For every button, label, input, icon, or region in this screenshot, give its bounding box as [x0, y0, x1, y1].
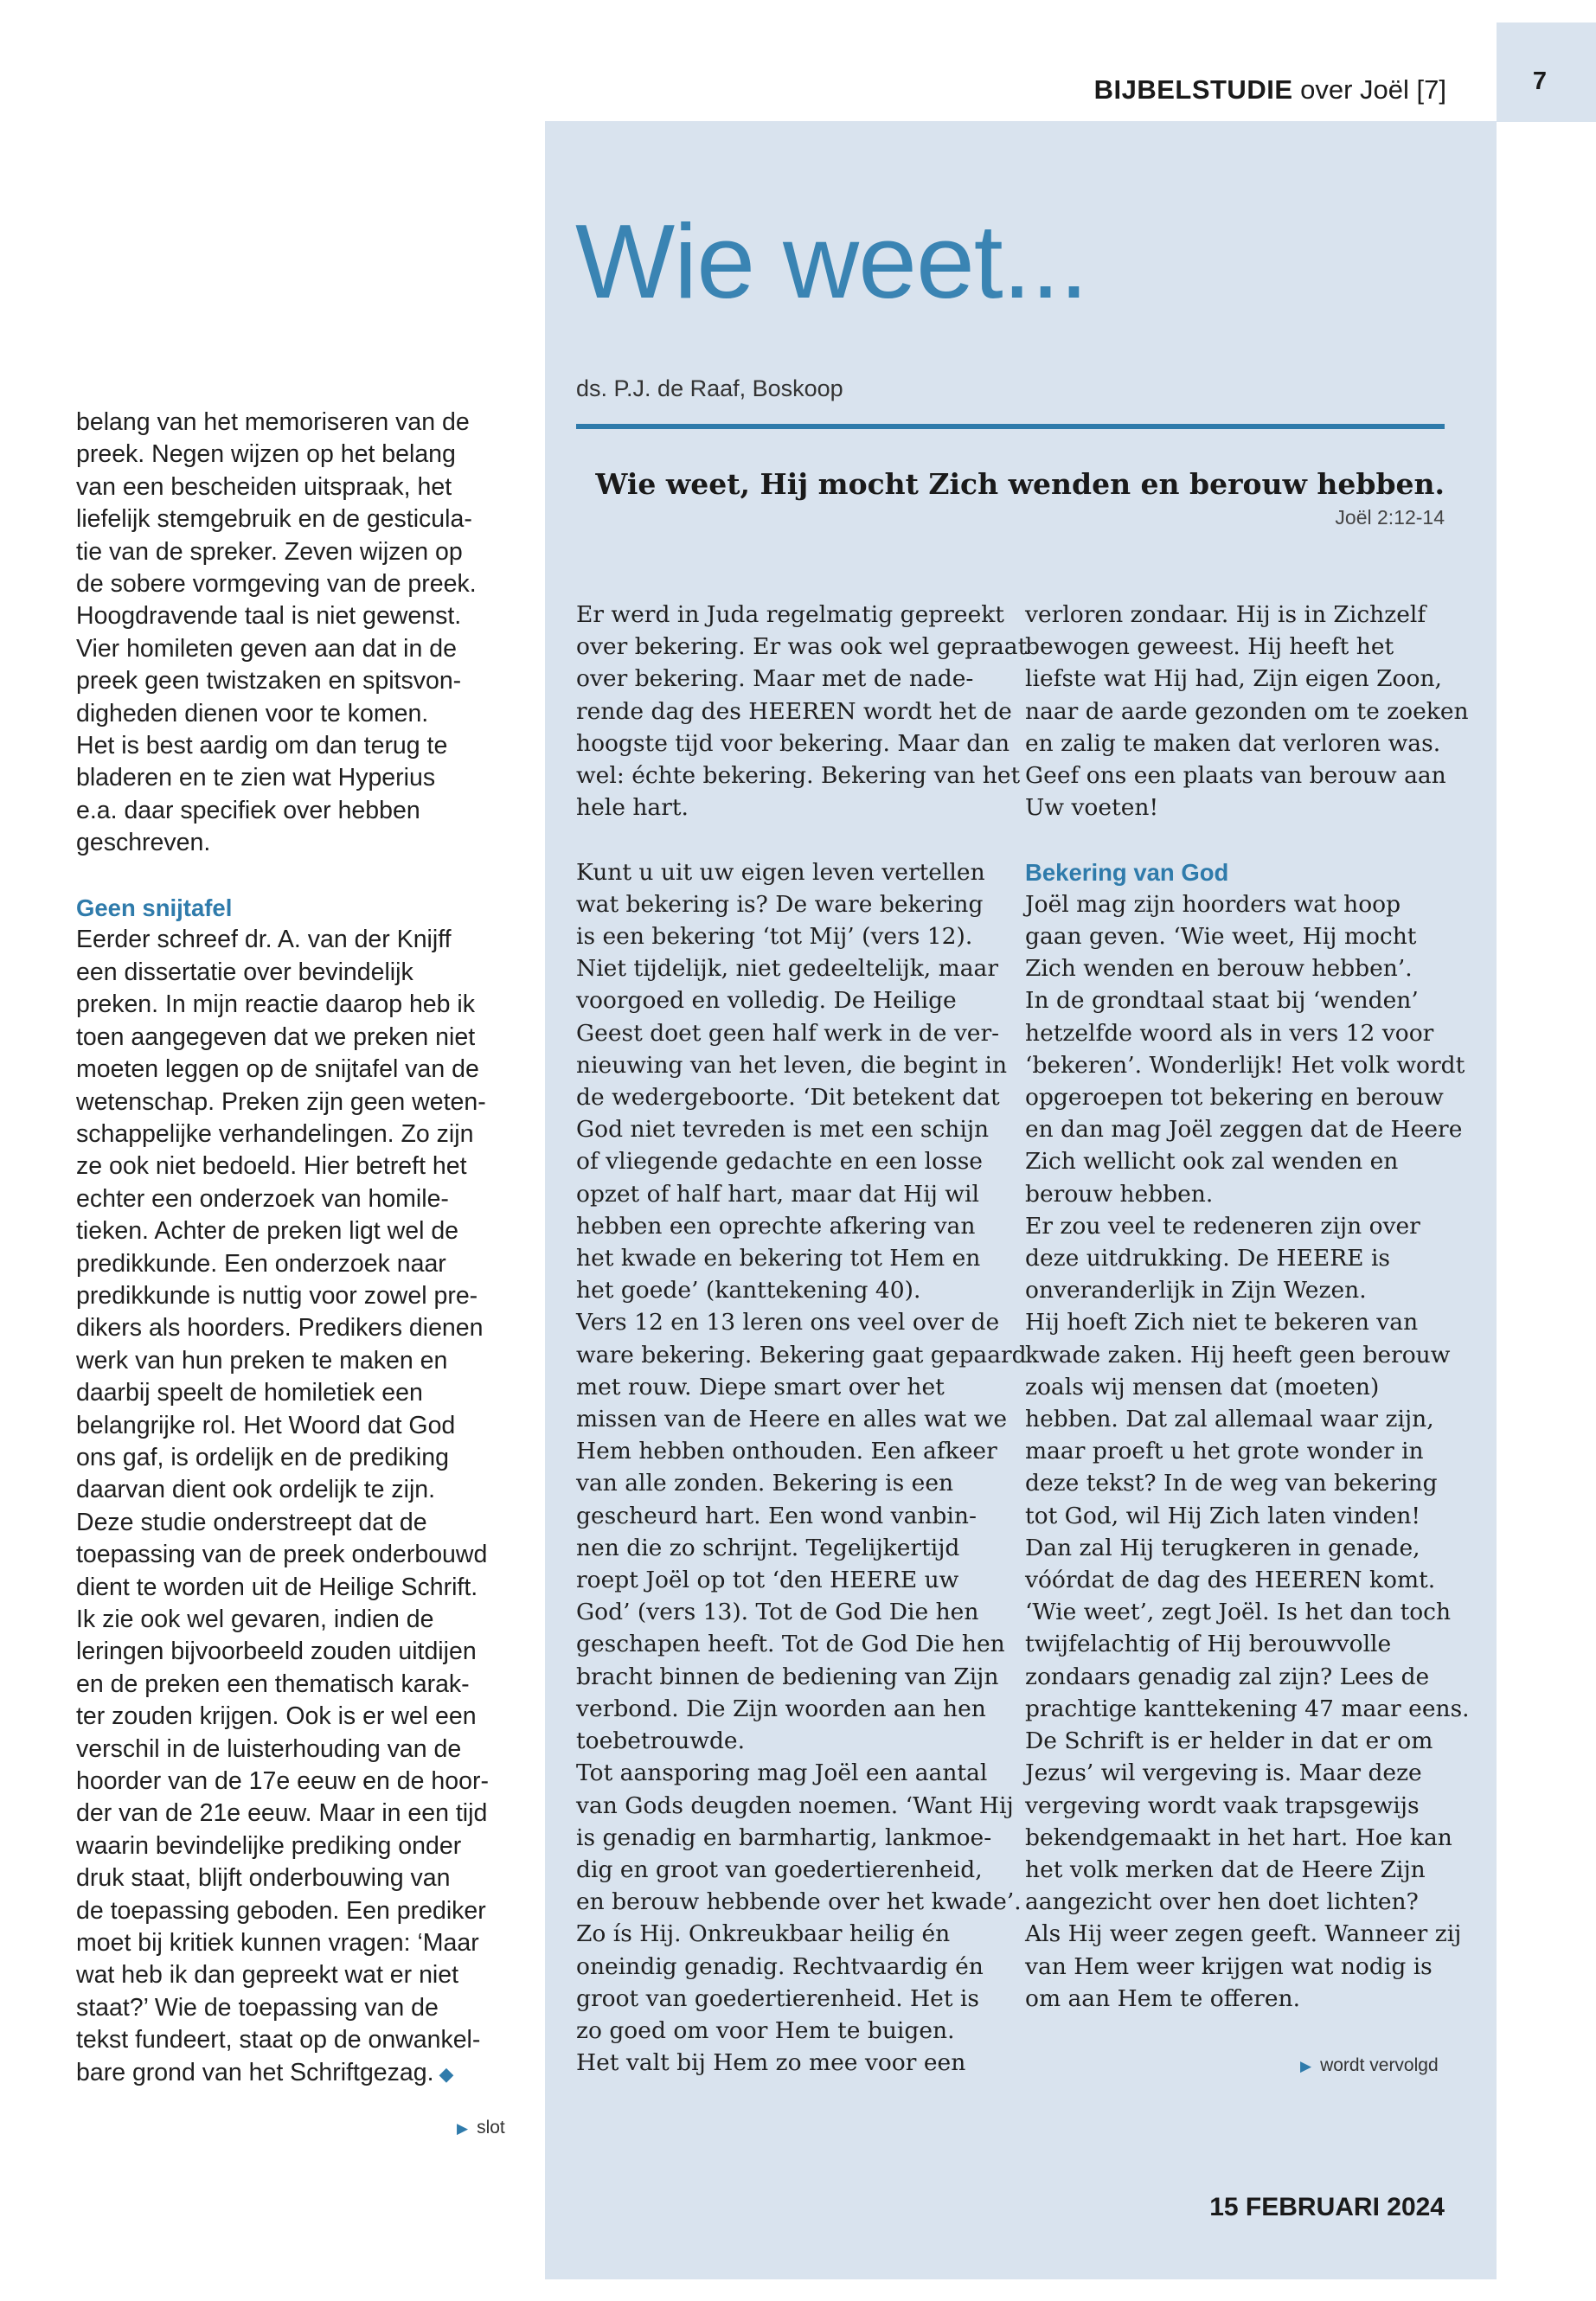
text-line: Zo ís Hij. Onkreukbaar heilig én [576, 1920, 951, 1948]
text-line: van een bescheiden uitspraak, het [76, 472, 452, 501]
text-line: hoogste tijd voor bekering. Maar dan [576, 729, 1010, 757]
text-line: God niet tevreden is met een schijn [576, 1116, 990, 1144]
text-line: bare grond van het Schriftgezag. ◆ [76, 2058, 454, 2086]
text-line: rende dag des HEEREN wordt het de [576, 697, 1012, 725]
text-line: over bekering. Er was ook wel gepraat [576, 633, 1028, 661]
text-line: groot van goedertierenheid. Het is [576, 1984, 979, 2012]
text-line: Deze studie onderstreept dat de [76, 1508, 427, 1536]
text-line: hebben een oprechte afkering van [576, 1212, 976, 1240]
right-column [1025, 599, 1470, 2015]
text-line: gaan geven. ‘Wie weet, Hij mocht [1025, 923, 1417, 951]
text-line: deze tekst? In de weg van bekering [1025, 1470, 1438, 1497]
text-line: Vers 12 en 13 leren ons veel over de [576, 1309, 1000, 1336]
text-line: druk staat, blijft onderbouwing van [76, 1864, 451, 1893]
text-line: het volk merken dat de Heere Zijn [1025, 1856, 1426, 1883]
text-line: vergeving wordt vaak trapsgewijs [1025, 1791, 1420, 1819]
subheading-geen-snijtafel: Geen snijtafel [76, 894, 233, 922]
text-line: ze ook niet bedoeld. Hier betreft het [76, 1152, 467, 1181]
text-line: gescheurd hart. Een wond vanbin- [576, 1502, 977, 1529]
text-line: van Hem weer krijgen wat nodig is [1025, 1952, 1433, 1980]
text-line: missen van de Heere en alles wat we [576, 1406, 1008, 1433]
text-line: nieuwing van het leven, die begint in [576, 1051, 1008, 1079]
article-title: Wie weet... [575, 202, 1088, 320]
text-line: de sobere vormgeving van de preek. [76, 570, 477, 599]
text-line: geschreven. [76, 829, 211, 857]
text-line: Hij hoeft Zich niet te bekeren van [1025, 1309, 1419, 1336]
text-line: wetenschap. Preken zijn geen weten- [76, 1087, 486, 1116]
text-line: bracht binnen de bediening van Zijn [576, 1663, 999, 1690]
text-line: verbond. Die Zijn woorden aan hen [576, 1695, 986, 1722]
continued-marker [1300, 2055, 1439, 2076]
text-line: ‘Wie weet’, zegt Joël. Is het dan toch [1025, 1599, 1452, 1626]
text-line: wel: échte bekering. Bekering van het [576, 762, 1021, 790]
text-line: en dan mag Joël zeggen dat de Heere [1025, 1116, 1463, 1144]
text-line: bewogen geweest. Hij heeft het [1025, 633, 1394, 661]
text-line: prachtige kanttekening 47 maar eens. [1025, 1695, 1470, 1722]
paragraph-gap [76, 860, 513, 892]
text-line: Als Hij weer zegen geeft. Wanneer zij [1025, 1920, 1462, 1948]
text-line: is een bekering ‘tot Mij’ (vers 12). [576, 923, 973, 951]
text-line: om aan Hem te offeren. [1025, 1984, 1300, 2012]
text-line: toen aangegeven dat we preken niet [76, 1022, 476, 1051]
text-line: van alle zonden. Bekering is een [576, 1470, 954, 1497]
text-line: en berouw hebbende over het kwade’. [576, 1888, 1022, 1916]
text-line: Ik zie ook wel gevaren, indien de [76, 1606, 434, 1634]
section-subtitle: over Joël [7] [1300, 74, 1446, 105]
text-line: werk van hun preken te maken en [76, 1346, 448, 1375]
text-line: Jezus’ wil vergeving is. Maar deze [1025, 1759, 1422, 1787]
text-line: predikkunde is nuttig voor zowel pre- [76, 1281, 478, 1310]
text-line: is genadig en barmhartig, lankmoe- [576, 1823, 992, 1851]
text-line: tieken. Achter de preken ligt wel de [76, 1217, 459, 1246]
text-line: Het is best aardig om dan terug te [76, 732, 448, 760]
text-line: toepassing van de preek onderbouwd [76, 1541, 488, 1569]
text-line: daarvan dient ook ordelijk te zijn. [76, 1476, 436, 1504]
text-line: Uw voeten! [1025, 794, 1159, 822]
text-line: zondaars genadig zal zijn? Lees de [1025, 1663, 1430, 1690]
paragraph-gap [1025, 824, 1453, 856]
scripture-quote: Wie weet, Hij mocht Zich wenden en berouw hebben. [595, 467, 1445, 501]
text-line: het goede’ (kanttekening 40). [576, 1277, 921, 1304]
text-line: en zalig te maken dat verloren was. [1025, 729, 1441, 757]
text-line: Er werd in Juda regelmatig gepreekt [576, 601, 1004, 628]
text-line: Er zou veel te redeneren zijn over [1025, 1212, 1420, 1240]
text-line: echter een onderzoek van homile- [76, 1184, 449, 1213]
text-line: hoorder van de 17e eeuw en de hoor- [76, 1767, 489, 1796]
text-line: schappelijke verhandelingen. Zo zijn [76, 1119, 474, 1148]
text-line: over bekering. Maar met de nade- [576, 665, 974, 693]
title-divider [576, 424, 1445, 429]
continued-label: wordt vervolgd [1320, 2055, 1439, 2075]
text-line: dig en groot van goedertierenheid, [576, 1856, 983, 1883]
text-line: Geef ons een plaats van berouw aan [1025, 762, 1446, 790]
text-line: moet bij kritiek kunnen vragen: ‘Maar [76, 1929, 479, 1958]
slot-marker [457, 2118, 505, 2138]
text-line: staat?’ Wie de toepassing van de [76, 1993, 439, 2022]
text-line: hele hart. [576, 794, 689, 822]
text-line: dient te worden uit de Heilige Schrift. [76, 1573, 478, 1601]
text-line: voorgoed en volledig. De Heilige [576, 987, 957, 1015]
text-line: een dissertatie over bevindelijk [76, 958, 413, 986]
text-line: liefelijk stemgebruik en de gesticula- [76, 505, 472, 534]
text-line: maar proeft u het grote wonder in [1025, 1438, 1424, 1465]
end-of-article-diamond-icon: ◆ [439, 2062, 454, 2085]
scripture-reference: Joël 2:12-14 [1335, 506, 1445, 529]
text-line: oneindig genadig. Rechtvaardig én [576, 1952, 984, 1980]
text-line: vóórdat de dag des HEEREN komt. [1025, 1567, 1436, 1594]
text-line: toebetrouwde. [576, 1727, 746, 1755]
triangle-right-icon: ▶ [1300, 2058, 1312, 2074]
text-line: God’ (vers 13). Tot de God Die hen [576, 1599, 979, 1626]
text-line: met rouw. Diepe smart over het [576, 1373, 945, 1400]
text-line: In de grondtaal staat bij ‘wenden’ [1025, 987, 1419, 1015]
text-line: verloren zondaar. Hij is in Zichzelf [1025, 601, 1426, 628]
text-line: predikkunde. Een onderzoek naar [76, 1249, 446, 1278]
subheading-bekering-van-god: Bekering van God [1025, 858, 1229, 886]
text-line: ware bekering. Bekering gaat gepaard [576, 1341, 1027, 1368]
text-line: digheden dienen voor te komen. [76, 699, 429, 727]
text-line: Zich wenden en berouw hebben’. [1025, 955, 1413, 983]
text-line: hebben. Dat zal allemaal waar zijn, [1025, 1406, 1434, 1433]
text-line: Vier homileten geven aan dat in de [76, 634, 457, 663]
text-line: der van de 21e eeuw. Maar in een tijd [76, 1799, 488, 1828]
text-line: de toepassing geboden. Een prediker [76, 1896, 486, 1925]
text-line: Het valt bij Hem zo mee voor een [576, 2049, 966, 2077]
text-line: waarin bevindelijke prediking onder [76, 1831, 462, 1860]
text-line: twijfelachtig of Hij berouwvolle [1025, 1631, 1392, 1658]
text-line: nen die zo schrijnt. Tegelijkertijd [576, 1534, 960, 1561]
text-line: preek. Negen wijzen op het belang [76, 440, 456, 469]
text-line: tie van de spreker. Zeven wijzen op [76, 537, 463, 566]
left-column [76, 407, 513, 2090]
text-line: berouw hebben. [1025, 1180, 1214, 1208]
text-line: roept Joël op tot ‘den HEERE uw [576, 1567, 959, 1594]
text-line: Eerder schreef dr. A. van der Knijff [76, 926, 452, 954]
text-line: en de preken een thematisch karak- [76, 1670, 470, 1698]
text-line: tekst fundeert, staat op de onwankel- [76, 2026, 481, 2054]
running-header [1094, 74, 1446, 106]
text-line: Niet tijdelijk, niet gedeeltelijk, maar [576, 955, 999, 983]
text-line: geschapen heeft. Tot de God Die hen [576, 1631, 1005, 1658]
text-line: Hem hebben onthouden. Een afkeer [576, 1438, 997, 1465]
section-name: BIJBELSTUDIE [1093, 74, 1293, 105]
text-line: ter zouden krijgen. Ook is er wel een [76, 1702, 477, 1731]
text-line: naar de aarde gezonden om te zoeken [1025, 697, 1469, 725]
text-line: Zich wellicht ook zal wenden en [1025, 1148, 1399, 1176]
text-line: kwade zaken. Hij heeft geen berouw [1025, 1341, 1451, 1368]
text-line: tot God, wil Hij Zich laten vinden! [1025, 1502, 1421, 1529]
text-line: liefste wat Hij had, Zijn eigen Zoon, [1025, 665, 1442, 693]
text-line: zo goed om voor Hem te buigen. [576, 2016, 955, 2044]
text-line: deze uitdrukking. De HEERE is [1025, 1245, 1391, 1272]
text-line: wat heb ik dan gepreekt wat er niet [76, 1961, 459, 1990]
text-line: aangezicht over hen doet lichten? [1025, 1888, 1419, 1916]
right-paragraph-2 [1025, 888, 1470, 2015]
issue-date: 15 FEBRUARI 2024 [1209, 2193, 1445, 2221]
text-line: Kunt u uit uw eigen leven vertellen [576, 858, 985, 886]
left-paragraph-2 [76, 924, 513, 2090]
middle-column [576, 599, 1028, 2079]
slot-label: slot [477, 2118, 505, 2138]
middle-paragraph-2 [576, 856, 1027, 2080]
text-line: het kwade en bekering tot Hem en [576, 1245, 981, 1272]
text-line: preken. In mijn reactie daarop heb ik [76, 990, 476, 1019]
triangle-right-icon: ▶ [457, 2120, 469, 2137]
text-line: moeten leggen op de snijtafel van de [76, 1055, 479, 1084]
text-line: preek geen twistzaken en spitsvon- [76, 667, 462, 695]
text-line: opgeroepen tot bekering en berouw [1025, 1084, 1444, 1112]
text-line: belang van het memoriseren van de [76, 408, 470, 436]
text-line: of vliegende gedachte en een losse [576, 1148, 983, 1176]
text-line: daarbij speelt de homiletiek een [76, 1379, 423, 1407]
right-paragraph-1 [1025, 599, 1469, 824]
text-line: belangrijke rol. Het Woord dat God [76, 1411, 456, 1439]
text-line: wat bekering is? De ware bekering [576, 890, 984, 918]
text-line: opzet of half hart, maar dat Hij wil [576, 1180, 979, 1208]
text-line: bladeren en te zien wat Hyperius [76, 764, 436, 792]
page-number: 7 [1532, 67, 1548, 95]
text-line: ‘bekeren’. Wonderlijk! Het volk wordt [1025, 1051, 1465, 1079]
text-line: van Gods deugden noemen. ‘Want Hij [576, 1791, 1014, 1819]
article-author: ds. P.J. de Raaf, Boskoop [576, 375, 843, 401]
text-line: De Schrift is er helder in dat er om [1025, 1727, 1433, 1755]
text-line: onveranderlijk in Zijn Wezen. [1025, 1277, 1367, 1304]
text-line: Tot aansporing mag Joël een aantal [576, 1759, 988, 1787]
text-line: Geest doet geen half werk in de ver- [576, 1019, 1000, 1047]
text-line: hetzelfde woord als in vers 12 voor [1025, 1019, 1434, 1047]
text-line: zoals wij mensen dat (moeten) [1025, 1373, 1380, 1400]
left-paragraph-1 [76, 407, 513, 860]
text-line: Dan zal Hij terugkeren in genade, [1025, 1534, 1420, 1561]
text-line: Joël mag zijn hoorders wat hoop [1025, 890, 1401, 918]
text-line: ons gaf, is ordelijk en de prediking [76, 1443, 449, 1471]
paragraph-gap [576, 824, 1004, 856]
text-line: dikers als hoorders. Predikers dienen [76, 1314, 484, 1343]
text-line: de wedergeboorte. ‘Dit betekent dat [576, 1084, 1000, 1112]
text-line: Hoogdravende taal is niet gewenst. [76, 602, 462, 631]
text-line: bekendgemaakt in het hart. Hoe kan [1025, 1823, 1452, 1851]
text-line: e.a. daar specifiek over hebben [76, 796, 420, 824]
middle-paragraph-1 [576, 599, 1028, 824]
text-line: leringen bijvoorbeeld zouden uitdijen [76, 1638, 477, 1666]
text-line: verschil in de luisterhouding van de [76, 1734, 462, 1763]
